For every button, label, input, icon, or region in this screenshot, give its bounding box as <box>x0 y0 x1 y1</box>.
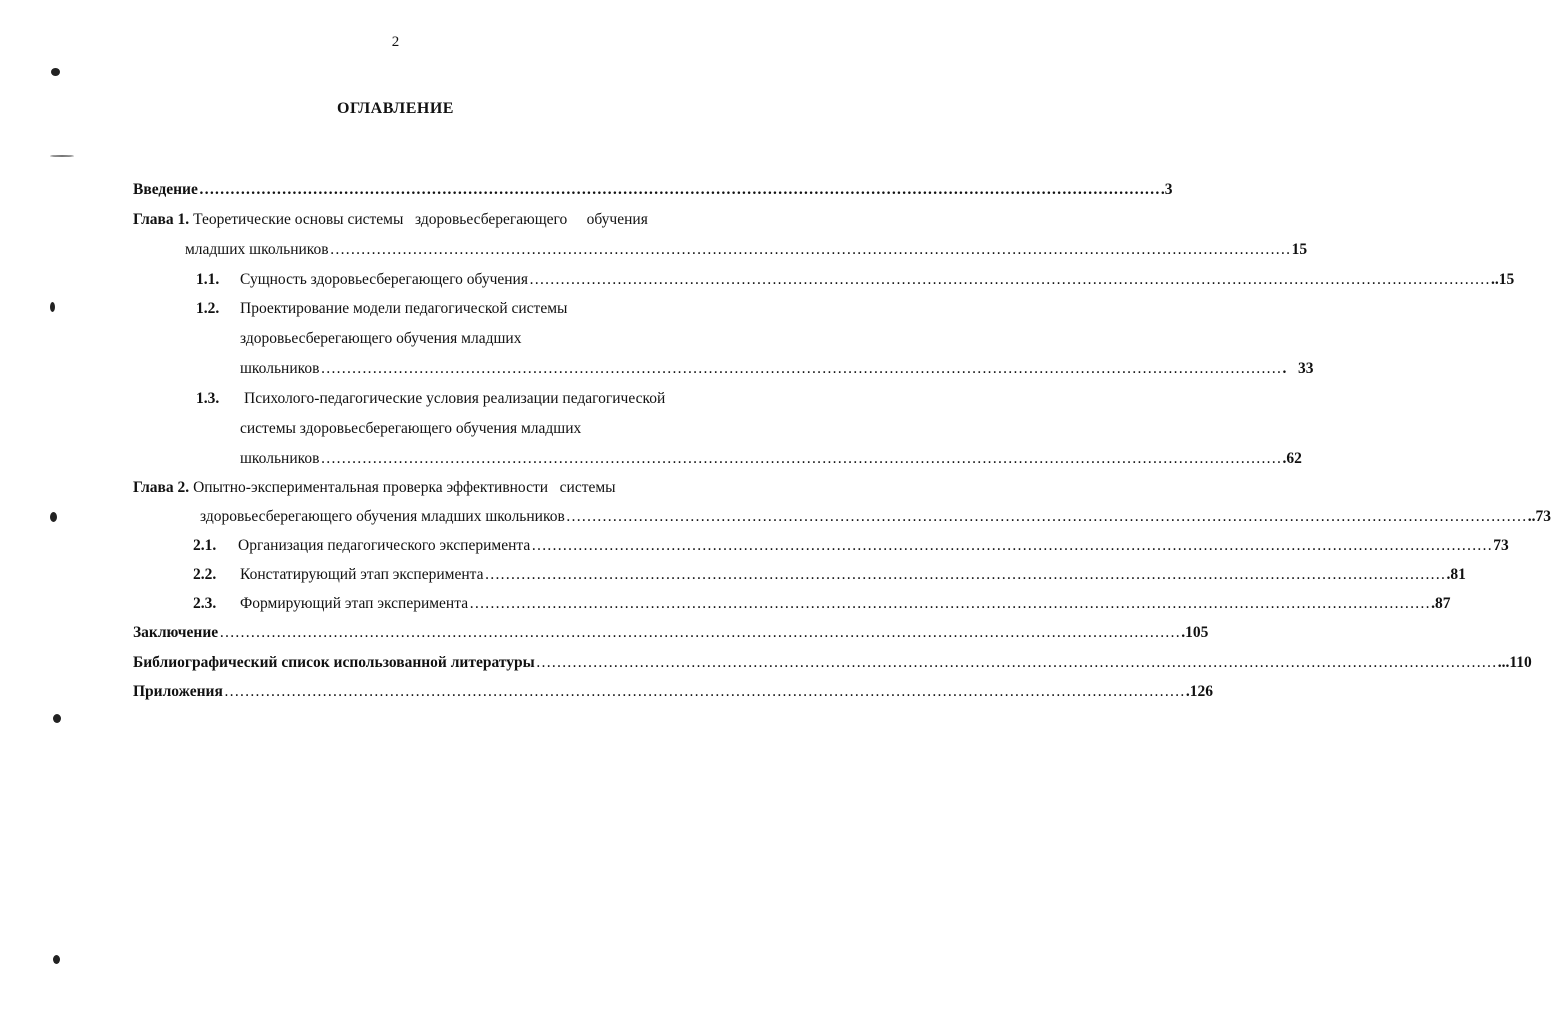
leader-dots: …………………………………………………………………………………………………………………………………………………………………… <box>320 450 1282 467</box>
toc-page-number: ..15 <box>1490 271 1515 288</box>
toc-chapter-2-line2 <box>200 508 1551 526</box>
leader-dots: …………………………………………………………………………………………………………………………………………………………………… <box>219 624 1181 641</box>
leader-dots: …………………………………………………………………………………………………………………………………………………………………… <box>223 683 1185 700</box>
page-number: 2 <box>391 34 400 50</box>
section-number: 1.2. <box>196 300 220 317</box>
scan-speck <box>51 68 60 76</box>
section-title: Формирующий этап эксперимента <box>240 595 469 612</box>
toc-page-number: .3 <box>1160 181 1173 198</box>
section-number: 1.1. <box>196 271 220 288</box>
toc-section-2-1 <box>238 537 1509 555</box>
section-title: Констатирующий этап эксперимента <box>240 566 484 583</box>
toc-section-1-3 <box>240 450 1302 468</box>
toc-chapter-1-heading <box>133 211 648 229</box>
section-title-line: Психолого-педагогические условия реализации педагогической <box>244 390 666 407</box>
leader-dots: …………………………………………………………………………………………………………………………………………………………………… <box>320 360 1282 377</box>
toc-entry-bibliography <box>133 654 1532 672</box>
section-number: 2.1. <box>193 537 217 554</box>
section-title-line: школьников <box>240 360 320 377</box>
leader-dots: …………………………………………………………………………………………………………………………………………………………………… <box>484 566 1446 583</box>
toc-entry-appendix <box>133 683 1213 701</box>
toc-page-number: .81 <box>1446 566 1466 583</box>
scan-speck <box>50 155 74 157</box>
toc-page-number: ..73 <box>1527 508 1551 525</box>
section-title: Организация педагогического эксперимента <box>238 537 531 554</box>
leader-dots: …………………………………………………………………………………………………………………………………………………………………… <box>565 508 1527 525</box>
leader-dots: …………………………………………………………………………………………………………………………………………………………………… <box>329 241 1291 258</box>
chapter-title-line: здоровьесберегающего обучения младших школьников <box>200 508 565 525</box>
section-title-line: здоровьесберегающего обучения младших <box>240 330 522 347</box>
leader-dots: …………………………………………………………………………………………………………………………………………………………………… <box>535 654 1497 671</box>
toc-entry-conclusion <box>133 624 1209 642</box>
section-number: 2.3. <box>193 595 217 612</box>
toc-entry-label: Введение <box>133 181 198 198</box>
toc-section-2-3 <box>240 595 1451 613</box>
toc-page-number: .105 <box>1181 624 1209 641</box>
toc-page-number: ...110 <box>1497 654 1532 671</box>
toc-page-number: . 33 <box>1282 360 1314 377</box>
chapter-prefix: Глава 1. <box>133 211 190 228</box>
section-title-line: школьников <box>240 450 320 467</box>
scan-speck <box>50 512 57 522</box>
toc-chapter-1-line2 <box>185 241 1308 259</box>
leader-dots: …………………………………………………………………………………………………………………………………………………………………… <box>528 271 1490 288</box>
leader-dots: …………………………………………………………………………………………………………………………………………………………………… <box>469 595 1431 612</box>
scan-speck <box>53 955 60 964</box>
toc-entry-intro <box>133 181 1173 199</box>
toc-page-number: 73 <box>1493 537 1509 554</box>
toc-page-number: .62 <box>1282 450 1302 467</box>
toc-section-1-2 <box>240 360 1314 378</box>
toc-page-number: .87 <box>1431 595 1451 612</box>
toc-chapter-2-heading <box>133 479 616 497</box>
leader-dots: …………………………………………………………………………………………………………………………………………………………………… <box>198 181 1160 198</box>
page-title: ОГЛАВЛЕНИЕ <box>337 100 454 117</box>
chapter-title-line: Опытно-экспериментальная проверка эффективности системы <box>193 479 616 496</box>
section-title-line: Проектирование модели педагогической системы <box>240 300 568 317</box>
leader-dots: …………………………………………………………………………………………………………………………………………………………………… <box>531 537 1493 554</box>
scan-speck <box>53 714 61 723</box>
toc-page-number: .126 <box>1185 683 1213 700</box>
section-title: Сущность здоровьесберегающего обучения <box>240 271 528 288</box>
scan-speck <box>50 302 55 312</box>
toc-entry-label: Приложения <box>133 683 223 700</box>
toc-section-2-2 <box>240 566 1466 584</box>
section-number: 2.2. <box>193 566 217 583</box>
section-title-line: системы здоровьесберегающего обучения младших <box>240 420 582 437</box>
toc-section-1-1 <box>240 271 1515 289</box>
chapter-title-line: младших школьников <box>185 241 329 258</box>
chapter-title-line: Теоретические основы системы здоровьесберегающего обучения <box>193 211 648 228</box>
chapter-prefix: Глава 2. <box>133 479 190 496</box>
toc-page-number: 15 <box>1291 241 1308 258</box>
toc-entry-label: Библиографический список использованной литературы <box>133 654 535 671</box>
toc-entry-label: Заключение <box>133 624 219 641</box>
section-number: 1.3. <box>196 390 220 407</box>
